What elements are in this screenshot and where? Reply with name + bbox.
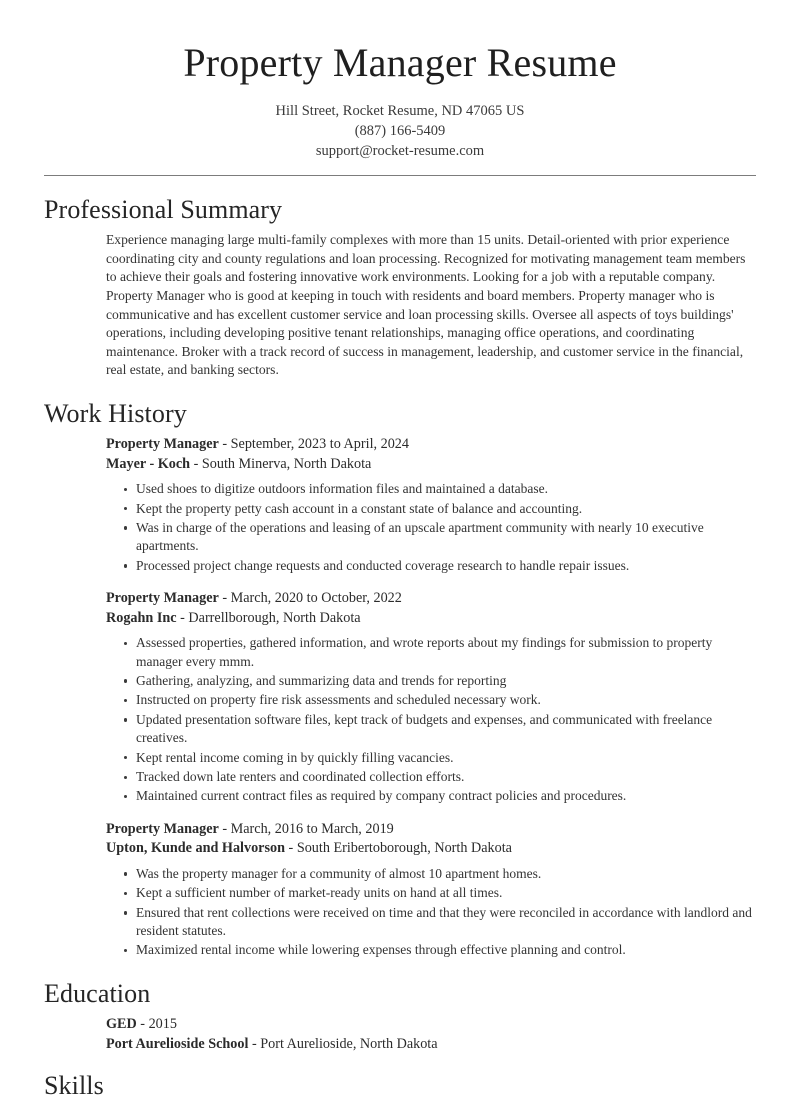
job-bullet: Assessed properties, gathered information, and wrote reports about my findings for submission to property manager every mmm. [122,634,756,671]
job-location: South Eribertoborough, North Dakota [296,840,512,857]
job-bullet: Was in charge of the operations and leasing of an upscale apartment community with nearly 10 executive apartments. [122,519,756,556]
summary-body [44,231,756,380]
section-heading-summary: Professional Summary [44,195,283,224]
job-bullet: Kept the property petty cash account in a constant state of balance and accounting. [122,500,756,518]
job-company: Upton, Kunde and Halvorson [106,840,285,857]
job-entry [106,820,756,960]
job-title-line [106,589,756,609]
education-degree-separator: - [136,1016,149,1033]
job-bullet: Was the property manager for a community of almost 10 apartment homes. [122,865,756,883]
job-bullet: Processed project change requests and conducted coverage research to handle repair issues. [122,557,756,575]
job-company-separator: - [284,840,297,857]
education-degree-line [106,1015,756,1035]
section-heading-education: Education [44,978,151,1008]
contact-address: Hill Street, Rocket Resume, ND 47065 US [275,103,525,119]
work-history-body [44,435,756,960]
job-title-line [106,435,756,455]
job-bullet-list [106,634,756,806]
education-location: Port Aurelioside, North Dakota [260,1035,438,1052]
job-bullet: Kept a sufficient number of market-ready units on hand at all times. [122,884,756,902]
job-bullet-list [106,865,756,960]
job-company-line [106,609,756,629]
job-dates: March, 2016 to March, 2019 [230,820,394,837]
job-title-separator: - [218,436,231,453]
job-company: Rogahn Inc [106,609,177,626]
education-school-line [106,1035,756,1055]
section-professional-summary [44,194,756,380]
job-title-separator: - [218,820,231,837]
job-bullet: Used shoes to digitize outdoors information files and maintained a database. [122,480,756,498]
job-bullet: Maximized rental income while lowering expenses through effective planning and control. [122,941,756,959]
job-entry [106,435,756,575]
job-bullet: Tracked down late renters and coordinated collection efforts. [122,768,756,786]
job-title: Property Manager [106,590,219,607]
job-title: Property Manager [106,436,219,453]
section-education [44,978,756,1054]
section-heading-skills: Skills [44,1071,104,1101]
education-school-separator: - [248,1035,261,1052]
job-bullet: Gathering, analyzing, and summarizing data and trends for reporting [122,672,756,690]
job-bullet-list [106,480,756,575]
job-company-separator: - [190,455,202,472]
job-location: Darrellborough, North Dakota [188,609,361,626]
education-degree: GED [106,1016,137,1033]
job-company-line [106,455,756,475]
job-title: Property Manager [106,820,219,837]
job-company-line [106,839,756,859]
job-bullet: Instructed on property fire risk assessments and scheduled necessary work. [122,691,756,709]
job-title-line [106,820,756,840]
job-title-separator: - [218,590,231,607]
contact-phone: (887) 166-5409 [354,123,446,139]
job-entry [106,589,756,806]
section-work-history [44,398,756,960]
section-heading-work-history: Work History [44,398,187,428]
contact-block [44,101,756,161]
contact-email: support@rocket-resume.com [315,143,485,159]
job-dates: September, 2023 to April, 2024 [230,436,409,453]
section-skills [44,1070,756,1101]
job-dates: March, 2020 to October, 2022 [230,590,402,607]
header-divider [44,175,756,176]
summary-text: Experience managing large multi-family complexes with more than 15 units. Detail-oriented with prior experience coordinating city and county regulations and loan processing. Recognized for motivating management team members to achieve their goals and fostering innovative work environments. Looking for a job with a reputable company. Property Manager who is good at keeping in touch with residents and board members. Property manager who is communicative and has excellent customer service and loan processing skills. Oversee all aspects of toys buildings' operations, including developing positive tenant relationships, managing office operations, and coordinating maintenance. Broker with a track record of success in management, leadership, and customer service in the financial, real estate, and banking sectors. [106,232,746,378]
job-bullet: Updated presentation software files, kept track of budgets and expenses, and communicated with freelance creatives. [122,711,756,748]
job-bullet: Ensured that rent collections were received on time and that they were reconciled in accordance with landlord and resident statutes. [122,904,756,941]
job-company: Mayer - Koch [106,455,191,472]
job-bullet: Maintained current contract files as required by company contract policies and procedures. [122,787,756,805]
education-school: Port Aurelioside School [106,1035,249,1052]
education-year: 2015 [148,1016,177,1033]
job-location: South Minerva, North Dakota [201,455,372,472]
job-bullet: Kept rental income coming in by quickly filling vacancies. [122,749,756,767]
job-company-separator: - [176,609,189,626]
page-title: Property Manager Resume [183,40,617,85]
